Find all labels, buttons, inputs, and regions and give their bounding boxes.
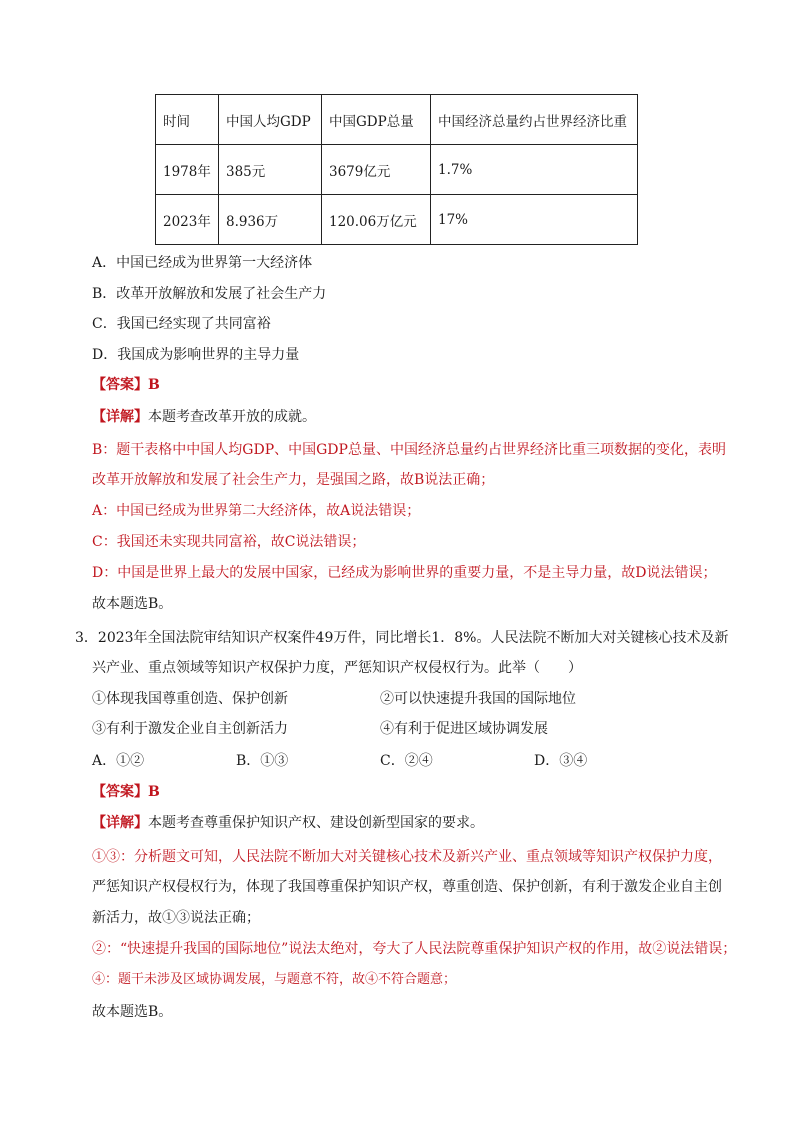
statement-4: ④有利于促进区域协调发展 [380,721,548,737]
explanation-line: ①③：分析题文可知，人民法院不断加大对关键核心技术及新兴产业、重点领域等知识产权保护力度， [92,849,722,865]
answer-label: 【答案】B [92,377,160,393]
choice-c: C．②④ [380,753,433,769]
explanation-line: ④：题干未涉及区域协调发展，与题意不符，故④不符合题意； [92,972,457,987]
table-cell: 1.7% [431,145,638,195]
table-header-row [156,95,638,145]
explanation-line: 严惩知识产权侵权行为，体现了我国尊重保护知识产权，尊重创造、保护创新，有利于激发企业自主创 [92,879,722,895]
table-cell: 8.936万 [219,195,322,245]
table-header-cell: 中国GDP总量 [322,95,431,145]
table-header-cell: 中国人均GDP [219,95,322,145]
choice-a: A．①② [92,753,145,769]
analysis-line [92,407,316,427]
explanation-line: 改革开放解放和发展了社会生产力，是强国之路，故B说法正确； [92,472,495,488]
option-a: A．中国已经成为世界第一大经济体 [92,255,313,271]
table-cell: 120.06万亿元 [322,195,431,245]
option-d: D．我国成为影响世界的主导力量 [92,347,300,363]
choice-d: D．③④ [534,753,588,769]
explanation-line: B：题干表格中中国人均GDP、中国GDP总量、中国经济总量约占世界经济比重三项数据的变化，表明 [92,442,726,458]
explanation-line: C：我国还未实现共同富裕，故C说法错误； [92,534,366,550]
explanation-line: 新活力，故①③说法正确； [92,910,260,926]
analysis-text: 本题考查改革开放的成就。 [148,409,316,425]
option-b: B．改革开放解放和发展了社会生产力 [92,286,327,302]
answer-label: 【答案】B [92,784,160,800]
analysis-line [92,813,484,833]
question-stem: 3．2023年全国法院审结知识产权案件49万件，同比增长1．8%。人民法院不断加大对关键核心技术及新 [75,630,729,646]
table-row [156,145,638,195]
table-row [156,195,638,245]
conclusion: 故本题选B。 [92,1004,173,1020]
statement-3: ③有利于激发企业自主创新活力 [92,721,288,737]
option-c: C．我国已经实现了共同富裕 [92,316,271,332]
question-stem: 兴产业、重点领域等知识产权保护力度，严惩知识产权侵权行为。此举（ ） [92,660,582,676]
conclusion: 故本题选B。 [92,596,173,612]
choice-b: B．①③ [236,753,289,769]
table-header-cell: 时间 [156,95,219,145]
table-cell: 385元 [219,145,322,195]
statement-2: ②可以快速提升我国的国际地位 [380,691,576,707]
table-header-cell: 中国经济总量约占世界经济比重 [431,95,638,145]
analysis-tag: 【详解】 [92,409,148,425]
explanation-line: D：中国是世界上最大的发展中国家，已经成为影响世界的重要力量，不是主导力量，故D说法错误； [92,565,717,581]
table-cell: 1978年 [156,145,219,195]
table-cell: 17% [431,195,638,245]
data-table [155,94,638,245]
analysis-tag: 【详解】 [92,815,148,831]
table-cell: 2023年 [156,195,219,245]
explanation-line: ②：“快速提升我国的国际地位”说法太绝对，夸大了人民法院尊重保护知识产权的作用，故②说法错误； [92,941,737,957]
analysis-text: 本题考查尊重保护知识产权、建设创新型国家的要求。 [148,815,484,831]
table-cell: 3679亿元 [322,145,431,195]
explanation-line: A：中国已经成为世界第二大经济体，故A说法错误； [92,503,421,519]
statement-1: ①体现我国尊重创造、保护创新 [92,691,288,707]
